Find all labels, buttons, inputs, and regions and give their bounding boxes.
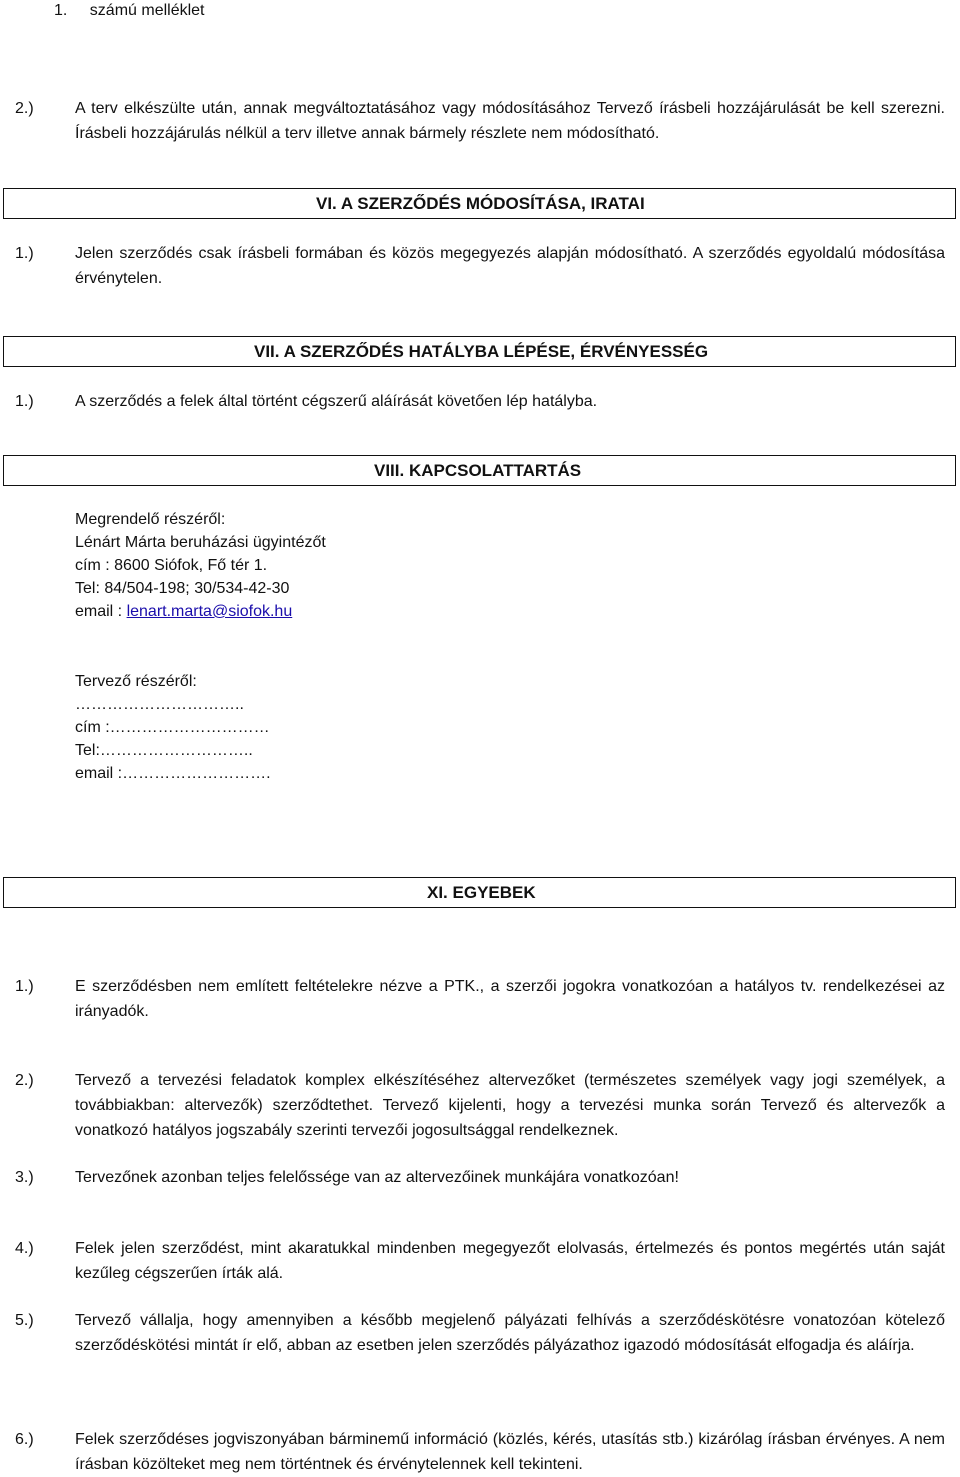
section-vii-title: VII. A SZERZŐDÉS HATÁLYBA LÉPÉSE, ÉRVÉNYESSÉG bbox=[254, 342, 709, 361]
intro-text-content: A terv elkészülte után, annak megváltoztatásához vagy módosításához Tervező írásbeli hozzájárulását be kell szerezni. Írásbeli hozzájárulás nélkül a terv illetve annak bármely részlete nem módosítható. bbox=[75, 100, 945, 142]
section-xi-item-6-text: Felek szerződéses jogviszonyában bárminemű információ (közlés, kérés, utasítás stb.) kizárólag írásban érvényes. A nem írásban közölteket meg nem történtnek és érvénytelennek kell tekinteni. bbox=[75, 1431, 945, 1473]
designer-name: ………………………….. bbox=[75, 696, 244, 713]
section-xi-item-4-text: Felek jelen szerződést, mint akaratukkal mindenben megegyezőt elolvasás, értelmezés és pontos megértés után saját kezűleg cégszerűen írták alá. bbox=[75, 1240, 945, 1282]
client-email-row bbox=[75, 600, 292, 623]
client-address: cím : 8600 Siófok, Fő tér 1. bbox=[75, 557, 268, 574]
section-xi-item-5-text: Tervező vállalja, hogy amennyiben a később megjelenő pályázati felhívás a szerződéskötésre vonatozóan kötelező szerződéskötési mintát ír elő, abban az esetben jelen szerződés pályázathoz igazodó módosítását elfogadja és aláírja. bbox=[75, 1312, 945, 1354]
section-viii-title: VIII. KAPCSOLATTARTÁS bbox=[374, 461, 582, 480]
section-xi-item-1-text: E szerződésben nem említett feltételekre nézve a PTK., a szerzői jogokra vonatkozóan a hatályos tv. rendelkezései az irányadók. bbox=[75, 978, 945, 1020]
section-xi-item-3-text: Tervezőnek azonban teljes felelőssége van az altervezőinek munkájára vonatkozóan! bbox=[75, 1169, 679, 1186]
section-viii-header bbox=[3, 455, 956, 486]
client-name: Lénárt Márta beruházási ügyintézőt bbox=[75, 534, 326, 551]
section-vii-item-number: 1.) bbox=[15, 393, 34, 410]
section-vi-item-text: Jelen szerződés csak írásbeli formában és közös megegyezés alapján módosítható. A szerződés egyoldalú módosítása érvénytelen. bbox=[75, 245, 945, 287]
intro-text bbox=[75, 96, 945, 146]
section-vi-title: VI. A SZERZŐDÉS MÓDOSÍTÁSA, IRATAI bbox=[316, 194, 645, 213]
section-vi-item-number: 1.) bbox=[15, 245, 34, 262]
section-xi-item-4-number: 4.) bbox=[15, 1240, 34, 1257]
section-vii-header bbox=[3, 336, 956, 367]
section-xi-item-6-number: 6.) bbox=[15, 1431, 34, 1448]
designer-address: cím :………………………… bbox=[75, 719, 270, 736]
client-email-label: email : bbox=[75, 603, 127, 620]
section-xi-item-3-number: 3.) bbox=[15, 1169, 34, 1186]
section-xi-header bbox=[3, 877, 956, 908]
attachment-label: számú melléklet bbox=[89, 2, 205, 19]
client-heading: Megrendelő részéről: bbox=[75, 511, 226, 528]
section-xi-item-5-number: 5.) bbox=[15, 1312, 34, 1329]
attachment-header bbox=[54, 0, 205, 23]
attachment-number: 1. bbox=[54, 2, 68, 19]
designer-heading: Tervező részéről: bbox=[75, 673, 197, 690]
section-xi-item-1-number: 1.) bbox=[15, 978, 34, 995]
client-phone: Tel: 84/504-198; 30/534-42-30 bbox=[75, 580, 290, 597]
section-xi-title: XI. EGYEBEK bbox=[427, 883, 536, 902]
client-email-link[interactable]: lenart.marta@siofok.hu bbox=[126, 603, 293, 620]
section-vii-item-text: A szerződés a felek által történt cégszerű aláírását követően lép hatályba. bbox=[75, 393, 598, 410]
section-vi-header bbox=[3, 188, 956, 219]
intro-number: 2.) bbox=[15, 100, 34, 117]
section-xi-item-2-text: Tervező a tervezési feladatok komplex elkészítéséhez altervezőket (természetes személyek vagy jogi személyek, a továbbiakban: altervezők) szerződtethet. Tervező kijelenti, hogy a tervezési munka során Tervező és altervezők a vonatkozó hatályos jogszabály szerinti tervezői jogosultsággal rendelkeznek. bbox=[75, 1072, 945, 1139]
designer-email: email :………………………. bbox=[75, 765, 271, 782]
designer-phone: Tel:……………………….. bbox=[75, 742, 253, 759]
section-xi-item-2-number: 2.) bbox=[15, 1072, 34, 1089]
